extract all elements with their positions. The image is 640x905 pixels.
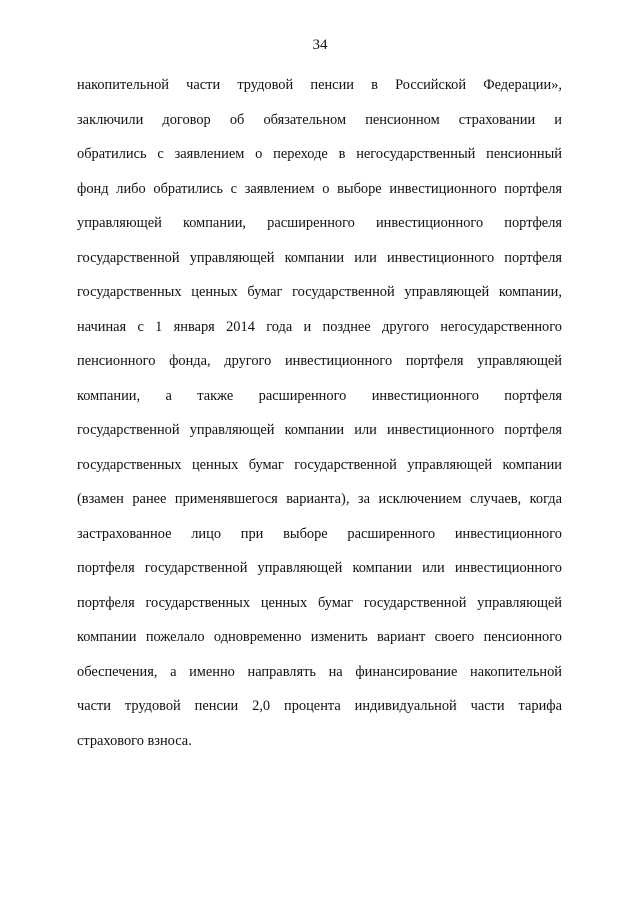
text-line: государственных ценных бумаг государственной управляющей компании,: [77, 284, 562, 300]
text-line: части трудовой пенсии 2,0 процента индивидуальной части тарифа: [77, 698, 562, 714]
page-number: 34: [312, 37, 328, 53]
text-line: государственной управляющей компании или инвестиционного портфеля: [77, 249, 562, 266]
text-line: фонд либо обратились с заявлением о выборе инвестиционного портфеля: [77, 180, 562, 197]
text-line: обеспечения, а именно направлять на финансирование накопительной: [77, 663, 562, 680]
body-paragraph: [77, 68, 562, 758]
text-line: пенсионного фонда, другого инвестиционного портфеля управляющей: [77, 353, 562, 369]
text-line: управляющей компании, расширенного инвестиционного портфеля: [77, 215, 562, 231]
text-line: компании, а также расширенного инвестиционного портфеля: [77, 387, 562, 404]
text-line: обратились с заявлением о переходе в негосударственный пенсионный: [77, 146, 562, 162]
text-line: накопительной части трудовой пенсии в Российской Федерации»,: [77, 77, 562, 93]
text-line: компании пожелало одновременно изменить вариант своего пенсионного: [77, 629, 562, 645]
text-line: заключили договор об обязательном пенсионном страховании и: [77, 111, 562, 128]
text-line: начиная с 1 января 2014 года и позднее другого негосударственного: [77, 318, 562, 335]
text-line: портфеля государственной управляющей компании или инвестиционного: [77, 560, 562, 576]
text-line: (взамен ранее применявшегося варианта), за исключением случаев, когда: [77, 491, 562, 507]
text-line: государственной управляющей компании или инвестиционного портфеля: [77, 422, 562, 438]
text-line: портфеля государственных ценных бумаг государственной управляющей: [77, 594, 562, 611]
text-line: государственных ценных бумаг государственной управляющей компании: [77, 456, 562, 473]
text-line-last: страхового взноса.: [77, 732, 192, 749]
text-line: застрахованное лицо при выборе расширенного инвестиционного: [77, 525, 562, 542]
